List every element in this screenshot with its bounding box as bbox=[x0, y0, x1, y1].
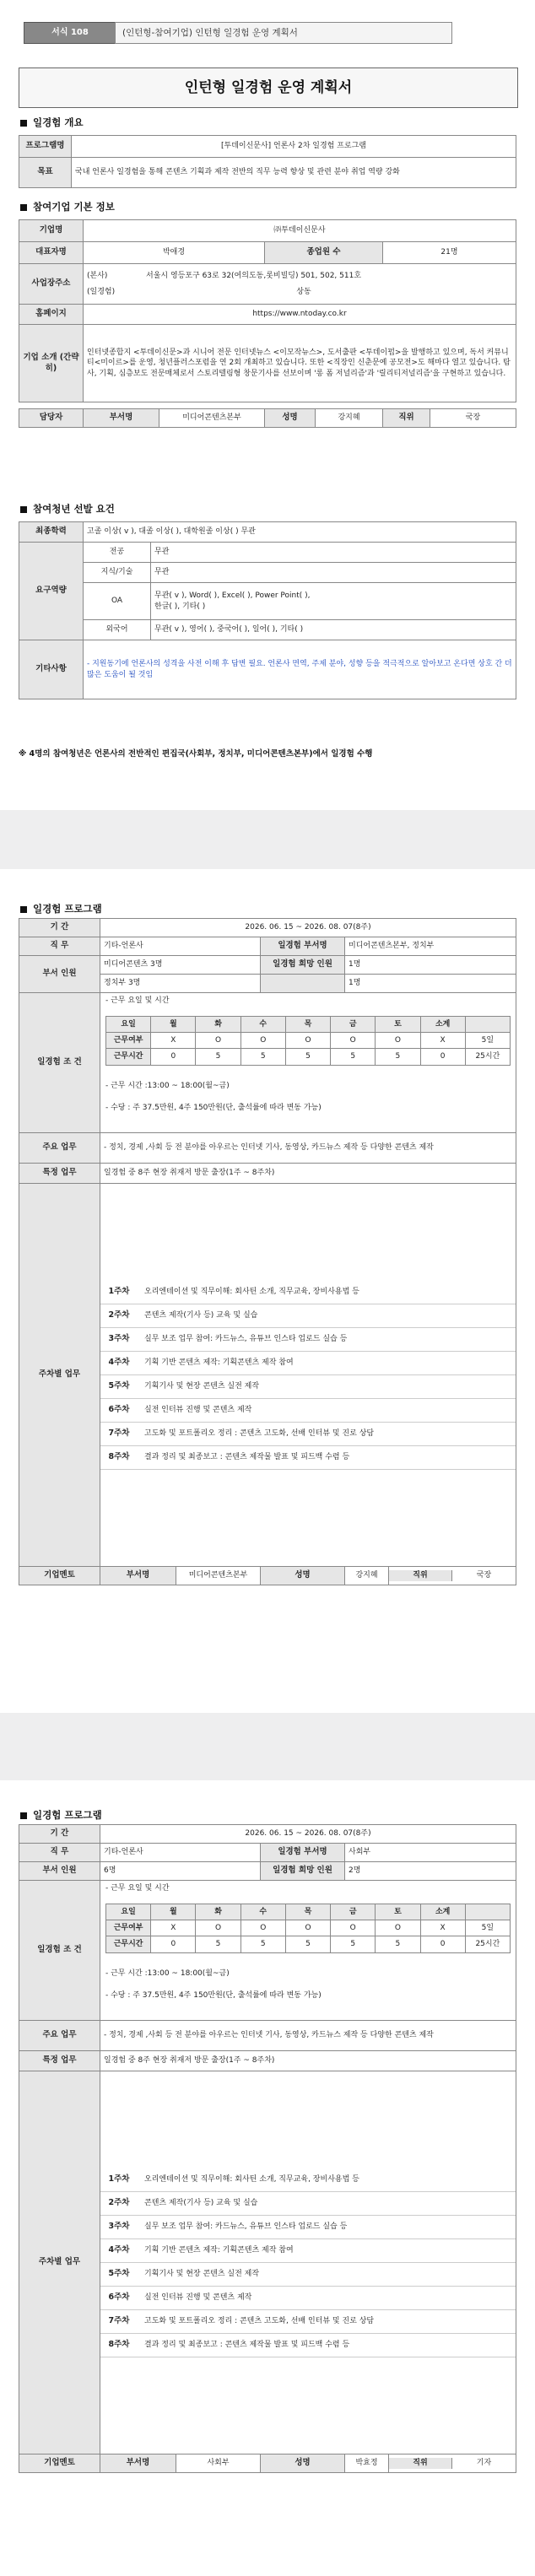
section-program bbox=[20, 903, 102, 916]
page-gap bbox=[0, 1713, 535, 1780]
week-task: 기획기사 및 현장 콘텐츠 실전 제작 bbox=[144, 2269, 260, 2278]
page-2 bbox=[0, 869, 535, 1713]
label-language: 외국어 bbox=[84, 620, 151, 640]
days-title: - 근무 요일 및 시간 bbox=[105, 996, 170, 1005]
schedule-cell: 5 bbox=[285, 1936, 330, 1952]
week-label: 5주차 bbox=[108, 2268, 130, 2278]
schedule-cell: O bbox=[240, 1920, 285, 1936]
schedule-cell: O bbox=[240, 1033, 285, 1049]
section-title: 참여기업 기본 정보 bbox=[33, 201, 115, 213]
form-subtitle: (인턴형-참여기업) 인턴형 일경험 운영 계획서 bbox=[115, 22, 452, 44]
bullet-square-icon bbox=[20, 906, 27, 913]
wish-count-2: 1명 bbox=[345, 975, 516, 993]
staff-count-2: 정치부 3명 bbox=[100, 975, 261, 993]
day-header: 수 bbox=[240, 1017, 285, 1033]
section-title: 일경험 개요 bbox=[33, 116, 84, 128]
page-3 bbox=[0, 1780, 535, 2576]
label-duty: 직 무 bbox=[19, 937, 100, 956]
label-special-duty: 특정 업무 bbox=[19, 2051, 100, 2071]
schedule-cell: 5일 bbox=[465, 1033, 510, 1049]
skills-value: 무관 bbox=[151, 563, 516, 583]
oa-line-2: 한글( ), 기타( ) bbox=[154, 602, 206, 611]
mentor-pos: 국장 bbox=[476, 1571, 492, 1580]
week-task: 기획기사 및 현장 콘텐츠 실전 제작 bbox=[144, 1381, 260, 1391]
label-weekly: 주차별 업무 bbox=[19, 2071, 100, 2454]
schedule-cell: 5 bbox=[331, 1936, 376, 1952]
label-period: 기 간 bbox=[19, 919, 100, 937]
special-duty: 일경험 중 8주 현장 취재저 방문 출장(1주 ~ 8주차) bbox=[100, 2051, 516, 2071]
week-row bbox=[100, 2287, 516, 2310]
oa-line-1: 무관( v ), Word( ), Excel( ), Power Point( ), bbox=[154, 591, 311, 601]
label-staff: 부서 인원 bbox=[19, 1862, 100, 1881]
label-conditions: 일경험 조 건 bbox=[19, 1881, 100, 2021]
week-row bbox=[100, 2334, 516, 2357]
week-row bbox=[100, 2263, 516, 2287]
address-site: 상동 bbox=[296, 287, 311, 296]
label-skills: 지식/기술 bbox=[84, 563, 151, 583]
label-mentor-name: 성명 bbox=[261, 2454, 345, 2473]
label-mentor-dept: 부서명 bbox=[100, 2454, 176, 2473]
company-intro: 인터넷종합지 <투데이신문>과 시니어 전문 인터넷뉴스 <이모작뉴스>, 도서출판 <투데이펍>을 발행하고 있으며, 독서 커뮤니티<미이르>를 운영, 청년플러스포럼을 연 2회 개최하고 있습니다. 또한 <직장인 신춘문예 공모전>도 해마다 열고 있습니다. 탐사, 기획, 심층보도 전문매체로서 스토리텔링형 창문기사를 선보이며 '롱 폼 저널리즘'과 '릴리티저널리즘'을 구현하고 있습니다. bbox=[84, 325, 516, 402]
wish-count-1: 1명 bbox=[345, 956, 516, 975]
employee-count: 21명 bbox=[383, 242, 516, 264]
day-header: 월 bbox=[151, 1017, 196, 1033]
education-value: 고졸 이상( v ), 대졸 이상( ), 대학원졸 이상( ) 무관 bbox=[84, 522, 516, 543]
schedule-cell: O bbox=[285, 1033, 330, 1049]
schedule-cell: 0 bbox=[151, 1936, 196, 1952]
label-period: 기 간 bbox=[19, 1825, 100, 1844]
schedule-cell: X bbox=[420, 1033, 465, 1049]
ceo-name: 박애경 bbox=[84, 242, 265, 264]
day-header: 요일 bbox=[106, 1017, 151, 1033]
day-header: 월 bbox=[151, 1904, 196, 1920]
address-main-tag: (본사) bbox=[87, 272, 108, 281]
week-label: 1주차 bbox=[108, 1286, 130, 1296]
label-mentor-pos: 직위 bbox=[389, 1570, 452, 1580]
company-table bbox=[19, 219, 516, 428]
program-table-2 bbox=[19, 1824, 516, 2473]
etc-value: - 지원동기에 언론사의 성격을 사전 이해 후 답변 필요. 언론사 면역, 주제 분야, 성향 등을 적극적으로 알아보고 온다면 상호 간 더 많은 도움이 될 것임 bbox=[84, 640, 516, 699]
schedule-cell: 5 bbox=[285, 1049, 330, 1065]
mentor-name: 박효정 bbox=[345, 2454, 389, 2473]
weekly-list bbox=[100, 1281, 516, 1470]
week-label: 4주차 bbox=[108, 2244, 130, 2255]
label-mentor: 기업멘토 bbox=[19, 2454, 100, 2473]
address-main: 서울시 영등포구 63로 32(여의도동,롯비빌딩) 501, 502, 511호 bbox=[146, 272, 362, 281]
label-major: 전공 bbox=[84, 543, 151, 563]
contact-dept: 미디어콘텐츠본부 bbox=[159, 409, 265, 428]
schedule-cell: O bbox=[331, 1033, 376, 1049]
program-table-1 bbox=[19, 918, 516, 1585]
row-header: 근무시간 bbox=[106, 1049, 151, 1065]
page-gap bbox=[0, 810, 535, 869]
conditions-cell bbox=[100, 993, 516, 1133]
mentor-dept: 사회부 bbox=[176, 2454, 261, 2473]
label-staff: 부서 인원 bbox=[19, 956, 100, 993]
language-value: 무관( v ), 영어( ), 중국어( ), 일어( ), 기타( ) bbox=[151, 620, 516, 640]
main-duty: - 정치, 경제 ,사회 등 전 분야를 아우르는 인터넷 기사, 동영상, 카드뉴스 제작 등 다양한 콘텐츠 제작 bbox=[100, 2021, 516, 2051]
day-header: 금 bbox=[331, 1904, 376, 1920]
week-row bbox=[100, 2310, 516, 2334]
mentor-pos-cell bbox=[389, 2454, 516, 2473]
week-row bbox=[100, 1304, 516, 1328]
label-intro: 기업 소개 (간략히) bbox=[19, 325, 84, 402]
week-task: 콘텐츠 제작(기사 등) 교육 및 실습 bbox=[144, 2198, 258, 2207]
company-name: ㈜투데이신문사 bbox=[84, 220, 516, 242]
schedule-cell: 0 bbox=[420, 1049, 465, 1065]
label-main-duty: 주요 업무 bbox=[19, 2021, 100, 2051]
label-goal: 목표 bbox=[19, 158, 72, 188]
week-task: 실무 보조 업무 참여: 카드뉴스, 유튜브 인스타 업로드 실습 등 bbox=[144, 2222, 348, 2231]
day-header: 소계 bbox=[420, 1904, 465, 1920]
label-wish: 일경험 희망 인원 bbox=[261, 1862, 345, 1881]
schedule-cell: 5 bbox=[196, 1936, 240, 1952]
program-dept: 사회부 bbox=[345, 1844, 516, 1862]
week-row bbox=[100, 1423, 516, 1446]
form-number: 서식 108 bbox=[24, 23, 116, 43]
days-title: - 근무 요일 및 시간 bbox=[105, 1884, 170, 1893]
homepage-link[interactable]: https://www.ntoday.co.kr bbox=[84, 305, 516, 325]
row-header: 근무여부 bbox=[106, 1033, 151, 1049]
week-label: 4주차 bbox=[108, 1357, 130, 1367]
label-dept: 부서명 bbox=[84, 409, 159, 428]
day-header: 화 bbox=[196, 1904, 240, 1920]
schedule-table bbox=[105, 1016, 511, 1065]
week-task: 고도화 및 포트폴리오 정리 : 콘텐츠 고도화, 선배 인터뷰 및 진로 상담 bbox=[144, 2316, 375, 2325]
day-header: 화 bbox=[196, 1017, 240, 1033]
week-row bbox=[100, 2168, 516, 2192]
week-task: 기획 기반 콘텐츠 제작: 기획콘텐츠 제작 참여 bbox=[144, 1358, 294, 1367]
week-label: 6주차 bbox=[108, 1404, 130, 1414]
weekly-cell bbox=[100, 1184, 516, 1567]
week-label: 8주차 bbox=[108, 2339, 130, 2349]
schedule-cell: X bbox=[420, 1920, 465, 1936]
label-program-dept: 일경험 부서명 bbox=[261, 937, 345, 956]
section-company bbox=[20, 201, 115, 214]
day-header: 금 bbox=[331, 1017, 376, 1033]
label-employees: 종업원 수 bbox=[265, 242, 383, 264]
label-mentor-pos: 직위 bbox=[389, 2458, 452, 2468]
week-row bbox=[100, 1446, 516, 1470]
week-task: 실전 인터뷰 진행 및 콘텐츠 제작 bbox=[144, 2292, 252, 2302]
week-label: 3주차 bbox=[108, 1333, 130, 1343]
week-row bbox=[100, 1399, 516, 1423]
mentor-pos: 기자 bbox=[476, 2459, 492, 2468]
contact-person: 강지혜 bbox=[316, 409, 383, 428]
week-task: 고도화 및 포트폴리오 정리 : 콘텐츠 고도화, 선배 인터뷰 및 진로 상담 bbox=[144, 1428, 375, 1438]
section-title: 참여청년 선발 요건 bbox=[33, 503, 115, 515]
requirements-table bbox=[19, 521, 516, 699]
label-company-name: 기업명 bbox=[19, 220, 84, 242]
mentor-name: 강지혜 bbox=[345, 1567, 389, 1585]
label-wish: 일경험 희망 인원 bbox=[261, 956, 345, 975]
week-label: 1주차 bbox=[108, 2174, 130, 2184]
staff-count-1: 6명 bbox=[100, 1862, 261, 1881]
pay-note: - 수당 : 주 37.5만원, 4주 150만원(단, 출석률에 따라 변동 가능) bbox=[105, 1990, 322, 2000]
form-number-badge bbox=[24, 22, 116, 44]
week-row bbox=[100, 1281, 516, 1304]
row-header: 근무시간 bbox=[106, 1936, 151, 1952]
schedule-cell: O bbox=[331, 1920, 376, 1936]
day-header: 토 bbox=[376, 1017, 420, 1033]
label-ceo: 대표자명 bbox=[19, 242, 84, 264]
staff-count-1: 미디어콘텐츠 3명 bbox=[100, 956, 261, 975]
label-weekly: 주차별 업무 bbox=[19, 1184, 100, 1567]
schedule-cell: O bbox=[285, 1920, 330, 1936]
goal-text: 국내 언론사 일경험을 통해 콘텐츠 기획과 제작 전반의 직무 능력 향상 및 관련 분야 취업 역량 강화 bbox=[72, 158, 516, 188]
row-header: 근무여부 bbox=[106, 1920, 151, 1936]
conditions-cell bbox=[100, 1881, 516, 2021]
label-position: 직위 bbox=[383, 409, 430, 428]
program-period: 2026. 06. 15 ~ 2026. 08. 07(8주) bbox=[100, 919, 516, 937]
bullet-square-icon bbox=[20, 204, 27, 211]
hours-note: - 근무 시간 :13:00 ~ 18:00(월~금) bbox=[105, 1968, 230, 1978]
week-task: 결과 정리 및 최종보고 : 콘텐츠 제작물 발표 및 피드백 수렴 등 bbox=[144, 1452, 350, 1461]
section-requirements bbox=[20, 503, 115, 516]
section-program bbox=[20, 1809, 102, 1823]
week-row bbox=[100, 1375, 516, 1399]
label-person: 성명 bbox=[265, 409, 316, 428]
address-cell bbox=[84, 264, 516, 305]
program-duty: 기타-언론사 bbox=[100, 1844, 261, 1862]
week-task: 실전 인터뷰 진행 및 콘텐츠 제작 bbox=[144, 1405, 252, 1414]
main-duty: - 정치, 경제 ,사회 등 전 분야를 아우르는 인터넷 기사, 동영상, 카드뉴스 제작 등 다양한 콘텐츠 제작 bbox=[100, 1133, 516, 1164]
pay-note: - 수당 : 주 37.5만원, 4주 150만원(단, 출석률에 따라 변동 가능) bbox=[105, 1103, 322, 1112]
program-period: 2026. 06. 15 ~ 2026. 08. 07(8주) bbox=[100, 1825, 516, 1844]
schedule-table bbox=[105, 1904, 511, 1952]
week-label: 8주차 bbox=[108, 1451, 130, 1461]
overview-table bbox=[19, 135, 516, 188]
week-label: 3주차 bbox=[108, 2221, 130, 2231]
label-conditions: 일경험 조 건 bbox=[19, 993, 100, 1133]
label-education: 최종학력 bbox=[19, 522, 84, 543]
program-dept: 미디어콘텐츠본부, 정치부 bbox=[345, 937, 516, 956]
label-address: 사업장주소 bbox=[19, 264, 84, 305]
week-task: 실무 보조 업무 참여: 카드뉴스, 유튜브 인스타 업로드 실습 등 bbox=[144, 1334, 348, 1343]
label-homepage: 홈페이지 bbox=[19, 305, 84, 325]
section-overview bbox=[20, 116, 84, 130]
page-1 bbox=[0, 0, 535, 810]
schedule-cell: 25시간 bbox=[465, 1049, 510, 1065]
week-task: 결과 정리 및 최종보고 : 콘텐츠 제작물 발표 및 피드백 수렴 등 bbox=[144, 2340, 350, 2349]
week-label: 2주차 bbox=[108, 2197, 130, 2207]
schedule-cell: O bbox=[196, 1033, 240, 1049]
wish-count-1: 2명 bbox=[345, 1862, 516, 1881]
special-duty: 일경험 중 8주 현장 취재저 방문 출장(1주 ~ 8주차) bbox=[100, 1164, 516, 1184]
schedule-cell: 5 bbox=[240, 1049, 285, 1065]
label-competency: 요구역량 bbox=[19, 543, 84, 640]
label-program-dept: 일경험 부서명 bbox=[261, 1844, 345, 1862]
section-title: 일경험 프로그램 bbox=[33, 903, 102, 915]
label-oa: OA bbox=[84, 583, 151, 620]
week-label: 6주차 bbox=[108, 2292, 130, 2302]
week-label: 7주차 bbox=[108, 1428, 130, 1438]
weekly-list bbox=[100, 2168, 516, 2357]
program-duty: 기타-언론사 bbox=[100, 937, 261, 956]
week-label: 7주차 bbox=[108, 2315, 130, 2325]
label-mentor: 기업멘토 bbox=[19, 1567, 100, 1585]
week-row bbox=[100, 1352, 516, 1375]
bullet-square-icon bbox=[20, 506, 27, 513]
week-label: 5주차 bbox=[108, 1380, 130, 1391]
label-etc: 기타사항 bbox=[19, 640, 84, 699]
label-contact: 담당자 bbox=[19, 409, 84, 428]
week-row bbox=[100, 2239, 516, 2263]
label-main-duty: 주요 업무 bbox=[19, 1133, 100, 1164]
label-mentor-name: 성명 bbox=[261, 1567, 345, 1585]
week-row bbox=[100, 1328, 516, 1352]
day-header: 요일 bbox=[106, 1904, 151, 1920]
program-name: [투데이신문사] 언론사 2차 일경험 프로그램 bbox=[72, 136, 516, 158]
mentor-pos-cell bbox=[389, 1567, 516, 1585]
schedule-cell: 0 bbox=[151, 1049, 196, 1065]
week-task: 콘텐츠 제작(기사 등) 교육 및 실습 bbox=[144, 1310, 258, 1320]
hours-note: - 근무 시간 :13:00 ~ 18:00(월~금) bbox=[105, 1081, 230, 1090]
label-program: 프로그램명 bbox=[19, 136, 72, 158]
day-header: 목 bbox=[285, 1017, 330, 1033]
oa-cell bbox=[151, 583, 516, 620]
schedule-cell: X bbox=[151, 1033, 196, 1049]
schedule-cell: 25시간 bbox=[465, 1936, 510, 1952]
schedule-cell: 5 bbox=[376, 1049, 420, 1065]
weekly-cell bbox=[100, 2071, 516, 2454]
schedule-cell: O bbox=[376, 1033, 420, 1049]
week-row bbox=[100, 2192, 516, 2216]
day-header: 토 bbox=[376, 1904, 420, 1920]
mentor-dept: 미디어콘텐츠본부 bbox=[176, 1567, 261, 1585]
week-task: 오리엔테이션 및 직무이해: 회사틴 소개, 직무교육, 장비사용법 등 bbox=[144, 1287, 359, 1296]
day-header: 목 bbox=[285, 1904, 330, 1920]
schedule-cell: O bbox=[196, 1920, 240, 1936]
week-task: 오리엔테이션 및 직무이해: 회사틴 소개, 직무교육, 장비사용법 등 bbox=[144, 2174, 359, 2184]
address-site-tag: (일경험) bbox=[87, 287, 116, 296]
bullet-square-icon bbox=[20, 1812, 27, 1819]
schedule-cell: 5 bbox=[331, 1049, 376, 1065]
schedule-cell: 5일 bbox=[465, 1920, 510, 1936]
week-task: 기획 기반 콘텐츠 제작: 기획콘텐츠 제작 참여 bbox=[144, 2245, 294, 2255]
bullet-square-icon bbox=[20, 120, 27, 127]
schedule-cell: 0 bbox=[420, 1936, 465, 1952]
schedule-cell: 5 bbox=[376, 1936, 420, 1952]
page-title: 인턴형 일경험 운영 계획서 bbox=[19, 68, 518, 108]
week-label: 2주차 bbox=[108, 1310, 130, 1320]
label-mentor-dept: 부서명 bbox=[100, 1567, 176, 1585]
participants-note: ※ 4명의 참여청년은 언론사의 전반적인 편집국(사회부, 정치부, 미디어콘텐츠본부)에서 일경험 수행 bbox=[19, 749, 373, 759]
schedule-cell: O bbox=[376, 1920, 420, 1936]
label-special-duty: 특정 업무 bbox=[19, 1164, 100, 1184]
schedule-cell: 5 bbox=[240, 1936, 285, 1952]
day-header: 수 bbox=[240, 1904, 285, 1920]
major-value: 무관 bbox=[151, 543, 516, 563]
day-header: 소계 bbox=[420, 1017, 465, 1033]
schedule-cell: 5 bbox=[196, 1049, 240, 1065]
section-title: 일경험 프로그램 bbox=[33, 1809, 102, 1821]
label-duty: 직 무 bbox=[19, 1844, 100, 1862]
schedule-cell: X bbox=[151, 1920, 196, 1936]
contact-position: 국장 bbox=[430, 409, 516, 428]
week-row bbox=[100, 2216, 516, 2239]
